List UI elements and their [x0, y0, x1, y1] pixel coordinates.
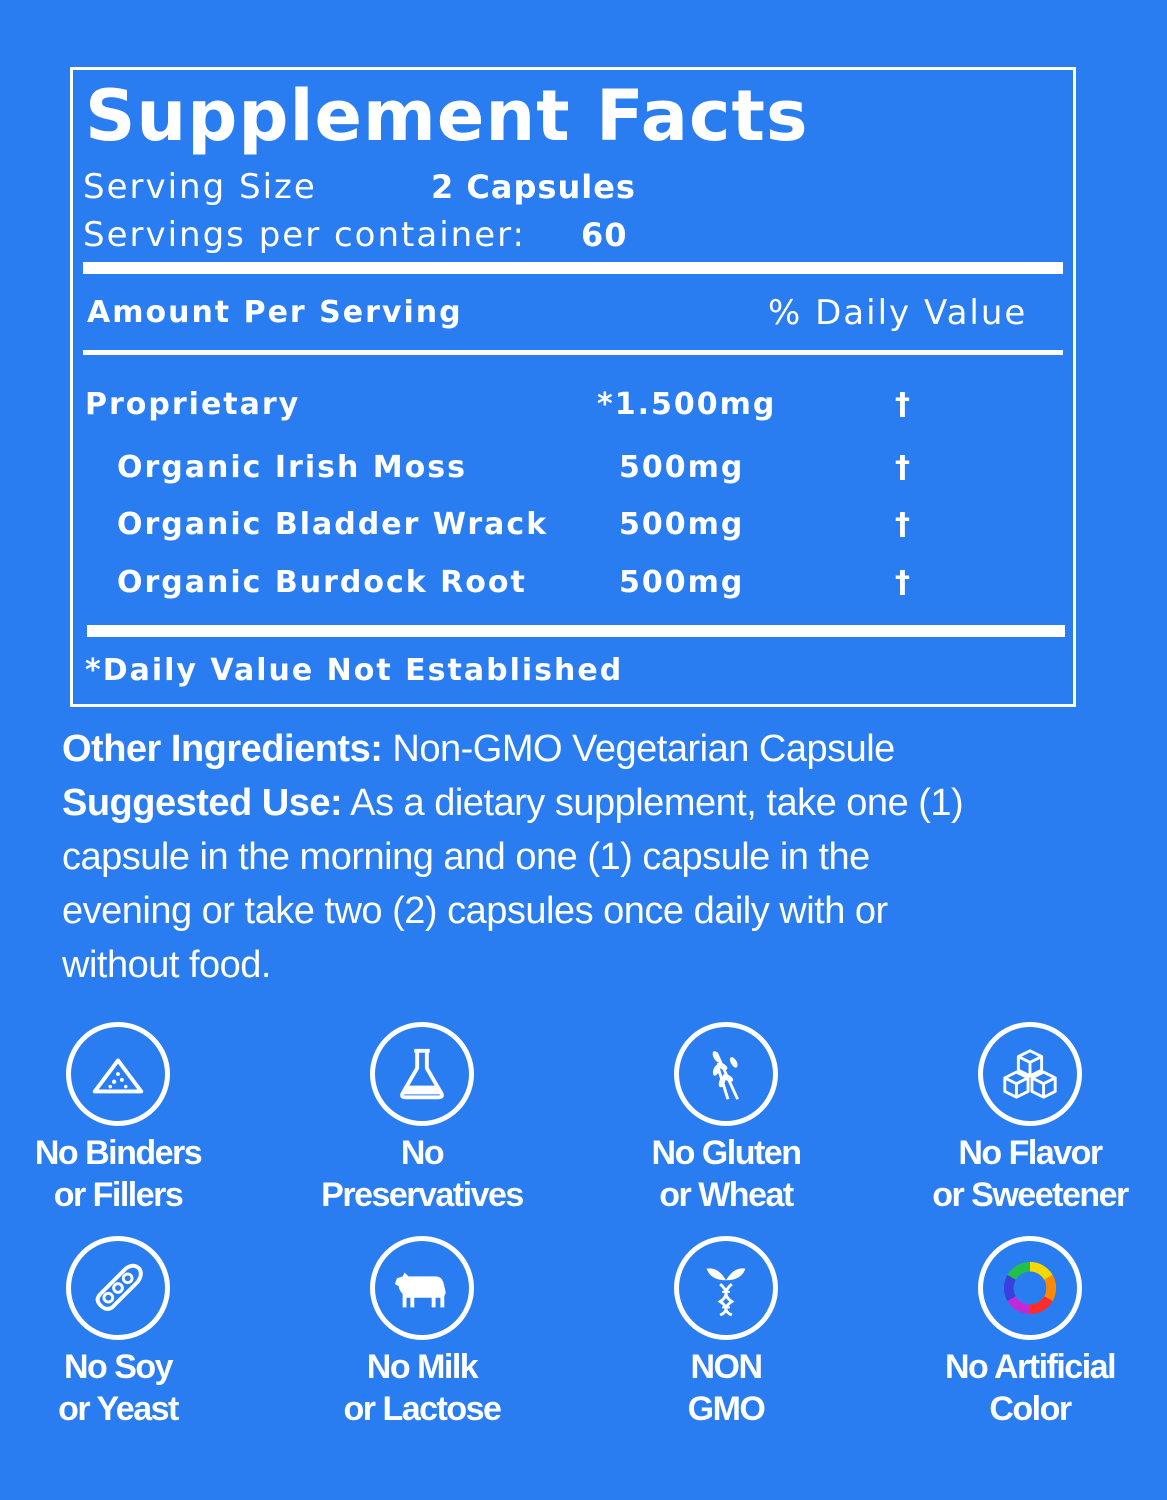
- sugar-cubes-icon: [999, 1043, 1061, 1105]
- color-wheel-icon: [999, 1257, 1061, 1319]
- badge-line1: No: [400, 1134, 444, 1172]
- supplement-facts-panel: [70, 67, 1076, 707]
- dagger-mark: †: [895, 565, 912, 600]
- other-ingredients-text: Non-GMO Vegetarian Capsule: [382, 728, 895, 770]
- suggested-use-text: evening or take two (2) capsules once daily with or: [62, 890, 888, 932]
- dagger-mark: †: [895, 507, 912, 542]
- thin-divider: [83, 350, 1063, 355]
- badge-line1: No Binders: [34, 1134, 202, 1172]
- badge-line2: or Lactose: [343, 1390, 501, 1428]
- other-ingredients-label: Other Ingredients:: [62, 728, 383, 770]
- serving-size-value: 2 Capsules: [431, 168, 636, 206]
- badge-line1: No Milk: [366, 1348, 478, 1386]
- soybean-icon: [87, 1257, 149, 1319]
- table-row: [73, 563, 1073, 603]
- servings-per-container-value: 60: [581, 216, 628, 254]
- table-row: [73, 505, 1073, 545]
- badge-line2: or Fillers: [53, 1176, 183, 1214]
- dagger-mark: †: [895, 387, 912, 422]
- suggested-use-text: As a dietary supplement, take one (1): [342, 782, 964, 824]
- serving-size-label: Serving Size: [83, 167, 317, 207]
- badge-line2: Preservatives: [321, 1176, 523, 1214]
- badge-line1: No Gluten: [651, 1134, 801, 1172]
- ingredient-name: Organic Bladder Wrack: [117, 507, 549, 542]
- wheat-icon: [695, 1043, 757, 1105]
- badge-line1: No Soy: [63, 1348, 173, 1386]
- suggested-use-line: [62, 776, 963, 830]
- dna-icon: [695, 1257, 757, 1319]
- suggested-use-text: capsule in the morning and one (1) capsule in the: [62, 836, 870, 878]
- thick-divider: [87, 625, 1065, 637]
- cow-icon: [391, 1257, 453, 1319]
- daily-value-header: % Daily Value: [768, 293, 1028, 333]
- ingredient-amount: 500mg: [619, 450, 745, 485]
- badge-line2: Color: [989, 1390, 1071, 1428]
- suggested-use-text: without food.: [62, 944, 271, 986]
- footnote: *Daily Value Not Established: [85, 653, 624, 688]
- flask-icon: [391, 1043, 453, 1105]
- ingredient-amount: 500mg: [619, 565, 745, 600]
- badge-no-soy: [0, 1236, 268, 1430]
- ingredient-amount: 500mg: [619, 507, 745, 542]
- table-row: [73, 385, 1073, 425]
- badge-no-flavor: [880, 1022, 1167, 1216]
- other-ingredients-line: [62, 722, 963, 776]
- dagger-mark: †: [895, 450, 912, 485]
- ingredient-name: Proprietary: [85, 387, 301, 422]
- thick-divider: [83, 262, 1063, 274]
- ingredient-name: Organic Burdock Root: [117, 565, 527, 600]
- badge-line1: No Flavor: [958, 1134, 1102, 1172]
- badge-line1: NON: [690, 1348, 762, 1386]
- table-row: [73, 448, 1073, 488]
- servings-per-container-label: Servings per container:: [83, 215, 526, 255]
- amount-per-serving-header: Amount Per Serving: [87, 295, 463, 330]
- servings-per-container: [83, 215, 628, 255]
- facts-title: Supplement Facts: [85, 75, 809, 157]
- badge-line2: GMO: [687, 1390, 765, 1428]
- badge-line1: No Artificial: [944, 1348, 1116, 1386]
- badge-line2: or Yeast: [58, 1390, 178, 1428]
- powder-icon: [87, 1043, 149, 1105]
- ingredient-name: Organic Irish Moss: [117, 450, 467, 485]
- badge-line2: or Sweetener: [932, 1176, 1128, 1214]
- badge-no-preservatives: [272, 1022, 572, 1216]
- suggested-use-label: Suggested Use:: [62, 782, 343, 824]
- badge-non-gmo: [576, 1236, 876, 1430]
- info-block: [62, 722, 963, 992]
- badge-no-gluten: [576, 1022, 876, 1216]
- badge-no-binders: [0, 1022, 268, 1216]
- ingredient-amount: *1.500mg: [597, 387, 777, 422]
- badge-line2: or Wheat: [659, 1176, 793, 1214]
- badge-no-milk: [272, 1236, 572, 1430]
- serving-size: [83, 167, 636, 207]
- badge-no-artificial-color: [880, 1236, 1167, 1430]
